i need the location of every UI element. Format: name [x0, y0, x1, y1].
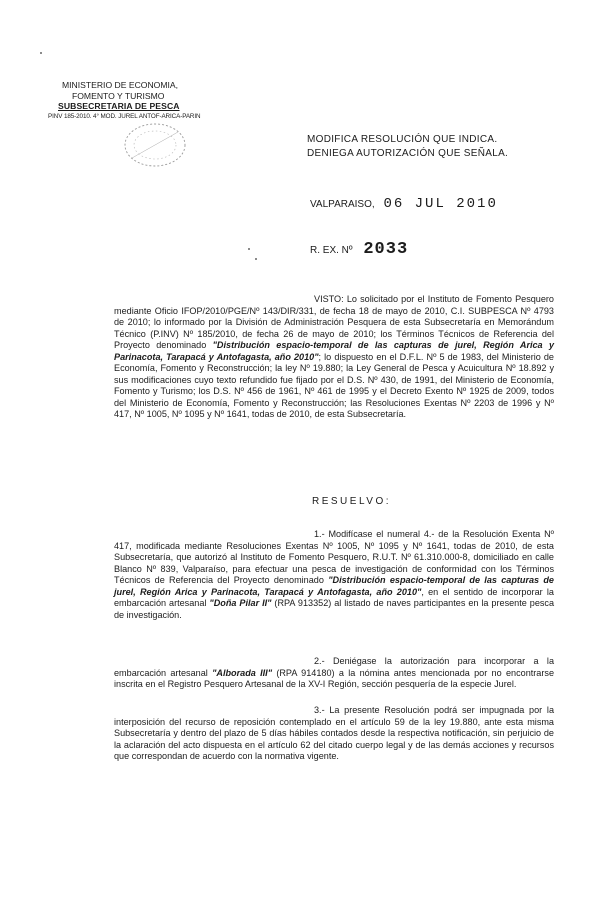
scan-speck	[40, 52, 42, 54]
visto-text-2: ; lo dispuesto en el D.F.L. Nº 5 de 1983, del Ministerio de Economía, Fomento y Reconstrucción; la ley Nº 19.880; la Ley General de Pesca y Acuicultura Nº 18.892 y sus modificaciones cuyo texto refundido fue fijado por el D.S. Nº 430, de 1991, del Ministerio de Economía, Fomento y Turismo; los D.S. Nº 456 de 1961, Nº 461 de 1995 y el Decreto Exento Nº 1925 de 2009, todos del Ministerio de Economía, Fomento y Reconstrucción; las Resoluciones Exentas Nº 2203 de 1996 y Nº 417, Nº 1005, Nº 1095 y Nº 1641, todas de 2010, de esta Subsecretaría.	[114, 351, 554, 419]
subject-line-2: DENIEGA AUTORIZACIÓN QUE SEÑALA.	[307, 148, 509, 159]
scan-speck	[248, 248, 250, 250]
item-1-text-1: Exenta Nº 417, modificada mediante Resoluciones Exentas Nº 1005, Nº 1095 y Nº 1641, todas de 2010, de esta Subsecretaría, que autorizó al Instituto de Fomento Pesquero, R.U.T. Nº 61.310.000-8, domiciliado en calle Blanco Nº 839, Valparaíso, para efectuar una pesca de investigación de conformidad con los Términos Técnicos de Referencia del Proyecto denominado	[114, 529, 554, 585]
resuelvo-heading: RESUELVO:	[312, 496, 391, 507]
item-2-text-1: la embarcación artesanal	[114, 656, 554, 678]
item-3-text-1: impugnada por la interposición del recurso de reposición contemplado en el artículo 59 de la ley 19.880, ante esta misma Subsecretaría y dentro del plazo de 5 días hábiles contados desde la respectiva notificación, sin perjuicio de la aclaración del acto dispuesta en el artículo 62 del citado cuerpo legal y de las demás acciones y recursos que correspondan de acuerdo con la normativa vigente.	[114, 705, 555, 761]
visto-lead: VISTO:	[314, 294, 344, 304]
date-stamp: 06 JUL 2010	[383, 196, 498, 212]
item-2-vessel-name: "Alborada III"	[212, 667, 273, 678]
item-2-text-2: (RPA 914180) a la nómina antes mencionada por no encontrarse inscrita en el Registro Pesquero Artesanal de la XV-I Región, sección pesquería de la especie Jurel.	[114, 667, 554, 689]
item-1-text-3: (RPA 913352) al listado de naves participantes en la presente pesca de investigación.	[114, 598, 555, 620]
place-date	[310, 196, 498, 212]
scan-speck	[255, 258, 257, 260]
resolution-label: R. EX. Nº	[310, 245, 353, 256]
item-1-lead: 1.- Modifícase el numeral 4.- de la Resolución	[314, 529, 509, 539]
subsecretaria-name: SUBSECRETARIA DE PESCA	[58, 101, 180, 111]
visto-paragraph	[114, 294, 554, 421]
visto-project-title: "Distribución espacio-temporal de las capturas de jurel, Región Arica y Parinacota, Tarapacá y Antofagasta, año 2010"	[114, 340, 555, 362]
resolution-number-value: 2033	[363, 240, 409, 259]
item-3-lead: 3.- La presente Resolución podrá ser	[314, 705, 475, 715]
item-2-lead: 2.- Deniégase la autorización para incorporar a	[314, 656, 539, 666]
subject-block	[307, 133, 508, 161]
ministry-subname: FOMENTO Y TURISMO	[72, 90, 165, 101]
item-3-paragraph	[114, 705, 554, 763]
ministry-header	[48, 80, 242, 122]
item-1-project-title: "Distribución espacio-temporal de las capturas de jurel, Región Arica y Parinacota, Tarapacá y Antofagasta, año 2010"	[114, 575, 554, 597]
place-label: VALPARAISO,	[310, 199, 375, 210]
item-1-vessel-name: "Doña Pilar II"	[209, 598, 272, 608]
reference-code: PINV 185-2010. 4° MOD. JUREL ANTOF-ARICA-PARIN	[48, 112, 201, 120]
official-seal-stamp	[120, 120, 190, 170]
item-2-paragraph	[114, 656, 554, 691]
resolution-number	[310, 240, 408, 259]
item-1-paragraph	[114, 529, 554, 621]
item-1-text-2: , en el sentido de incorporar la embarcación artesanal	[114, 586, 554, 608]
ministry-name: MINISTERIO DE ECONOMIA,	[62, 80, 179, 90]
visto-text-1: Lo solicitado por el Instituto de Fomento Pesquero mediante Oficio IFOP/2010/PGE/Nº 143/DIR/331, de fecha 18 de mayo de 2010, C.I. SUBPESCA Nº 4793 de 2010; lo informado por la División de Administración Pesquera de esta Subsecretaría en Memorándum Técnico (P.INV) Nº 185/2010, de fecha 26 de mayo de 2010; los Términos Técnicos de Referencia del Proyecto denominado	[114, 294, 554, 350]
subject-line-1: MODIFICA RESOLUCIÓN QUE INDICA.	[307, 134, 498, 145]
